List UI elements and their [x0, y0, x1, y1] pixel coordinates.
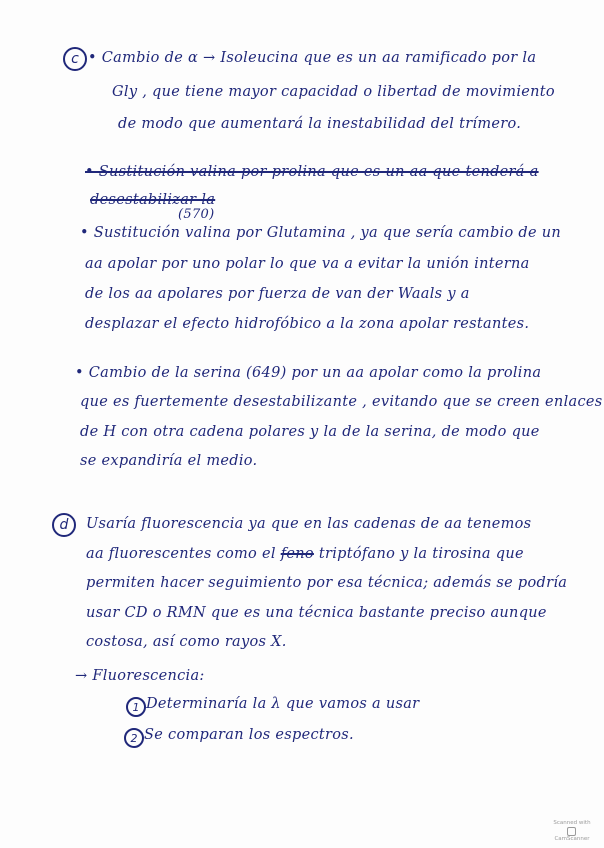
- residue-number-570: (570): [178, 207, 215, 222]
- watermark-line-1: Scanned with: [553, 820, 591, 826]
- section-d-marker: [52, 513, 76, 537]
- step-2-marker: [124, 728, 144, 748]
- fluorescence-step-1: Determinaría la λ que vamos a usar: [146, 696, 420, 712]
- section-c-letter: c: [71, 51, 79, 67]
- bullet-2-line-1: • Cambio de la serina (649) por un aa apolar como la prolina: [75, 365, 542, 381]
- watermark-brand: [550, 827, 594, 843]
- bullet-1-line-3: de los aa apolares por fuerza de van der Waals y a: [85, 286, 470, 302]
- struck-bullet-line-2: desestabilizar la: [90, 192, 216, 208]
- bullet-1-line-1: • Sustitución valina por Glutamina , ya que sería cambio de un: [80, 225, 562, 241]
- section-d-line-4: usar CD o RMN que es una técnica bastante preciso aunque: [86, 605, 547, 621]
- struck-bullet-line-1: • Sustitución valina por prolina que es un aa que tenderá a: [85, 164, 539, 180]
- section-d-line-2: [86, 546, 524, 562]
- section-c-marker: [63, 47, 87, 71]
- step-1-number: 1: [132, 700, 140, 714]
- section-c-line-2: Gly , que tiene mayor capacidad o libertad de movimiento: [112, 84, 555, 100]
- bullet-1-line-2: aa apolar por uno polar lo que va a evitar la unión interna: [85, 256, 530, 272]
- section-d-line-3: permiten hacer seguimiento por esa técnica; además se podría: [86, 575, 568, 591]
- bullet-2-line-2: que es fuertemente desestabilizante , evitando que se creen enlaces: [80, 394, 603, 410]
- line-2-start: aa fluorescentes como el: [86, 546, 276, 562]
- section-d-line-5: costosa, así como rayos X.: [86, 634, 287, 650]
- camscanner-logo-icon: [567, 827, 576, 836]
- line-2-end: triptófano y la tirosina que: [318, 546, 524, 562]
- bullet-2-line-4: se expandiría el medio.: [80, 453, 258, 469]
- section-d-line-1: Usaría fluorescencia ya que en las cadenas de aa tenemos: [86, 516, 532, 532]
- bullet-1-line-4: desplazar el efecto hidrofóbico a la zona apolar restantes.: [85, 316, 530, 332]
- fluorescence-step-2: Se comparan los espectros.: [144, 727, 354, 743]
- section-c-line-3: de modo que aumentará la inestabilidad del trímero.: [118, 116, 522, 132]
- step-2-number: 2: [130, 731, 138, 745]
- step-1-marker: [126, 697, 146, 717]
- struck-word: feno: [280, 546, 314, 562]
- section-d-letter: d: [59, 517, 69, 533]
- section-c-line-1: • Cambio de α → Isoleucina que es un aa ramificado por la: [88, 50, 537, 66]
- bullet-2-line-3: de H con otra cadena polares y la de la serina, de modo que: [80, 424, 540, 440]
- watermark-line-2: CamScanner: [554, 836, 590, 842]
- scanner-watermark: [550, 820, 594, 842]
- fluorescence-heading: → Fluorescencia:: [75, 668, 205, 684]
